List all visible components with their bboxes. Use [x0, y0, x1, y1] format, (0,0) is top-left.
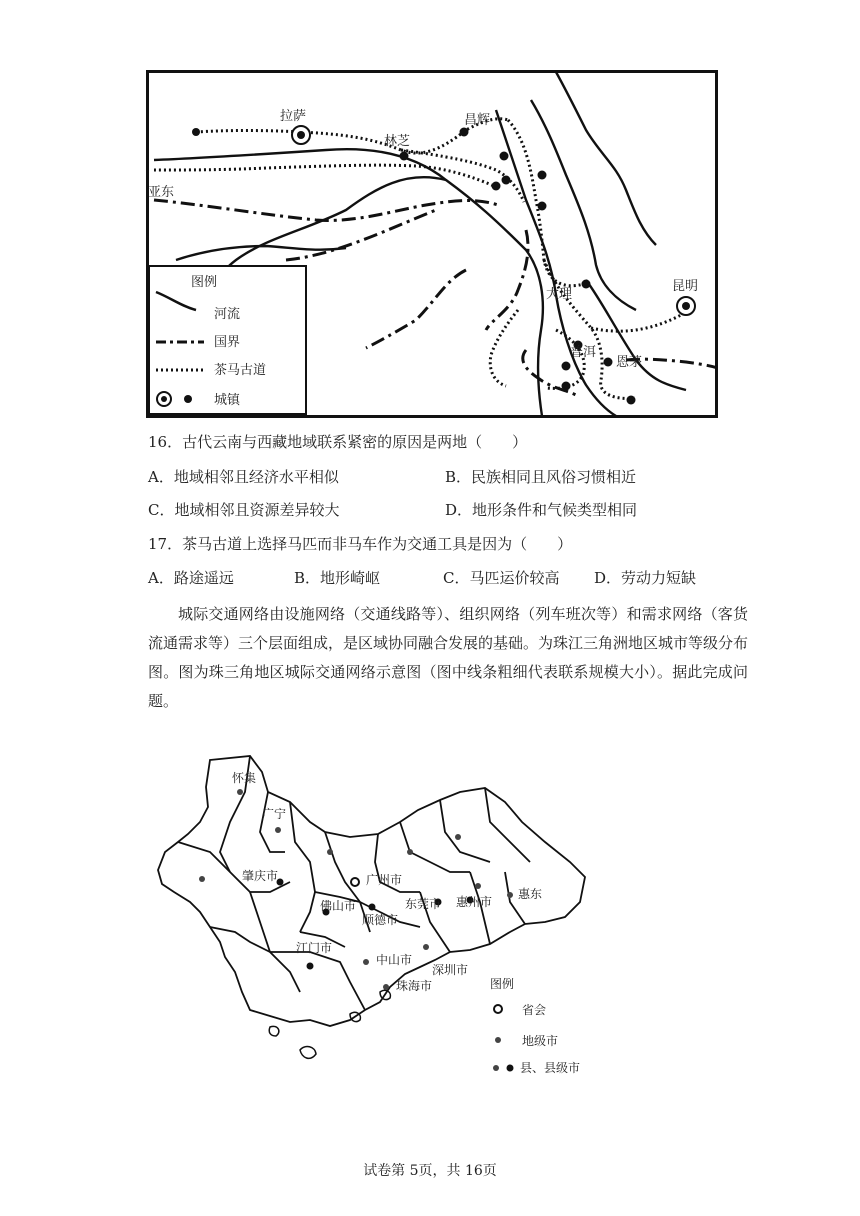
city-linzhi: 林芝 [384, 134, 411, 149]
city-foshan: 佛山市 [320, 899, 357, 913]
question-16-stem: 16．古代云南与西藏地域联系紧密的原因是两地（ ） [148, 433, 528, 451]
city-changhui: 昌辉 [464, 113, 491, 128]
tea-horse-road-map [146, 70, 718, 418]
passage-paragraph: 城际交通网络由设施网络（交通线路等）、组织网络（列车班次等）和需求网络（客货流通需求等）三个层面组成，是区域协同融合发展的基础。为珠江三角洲地区城市等级分布图。图为珠三角地区城际交通网络示意图（图中线条粗细代表联系规模大小）。据此完成问题。 [148, 605, 749, 710]
map1-legend [149, 266, 306, 414]
legend-prefecture-label: 地级市 [522, 1034, 559, 1048]
city-guangzhou: 广州市 [366, 873, 403, 887]
city-dongguan: 东莞市 [405, 897, 442, 911]
city-lasa: 拉萨 [280, 109, 307, 124]
question-16-option-c[interactable]: C．地域相邻且资源差异较大 [148, 501, 340, 519]
city-dali: 大理 [546, 287, 573, 302]
city-zhongshan: 中山市 [376, 953, 413, 967]
map2-legend-title: 图例 [490, 977, 515, 991]
question-17-option-b[interactable]: B．地形崎岖 [294, 569, 381, 587]
city-huidong: 惠东 [518, 887, 543, 901]
question-17-option-a[interactable]: A．路途遥远 [148, 569, 234, 587]
legend-border-label: 国界 [214, 335, 241, 350]
question-17-stem: 17．茶马古道上选择马匹而非马车作为交通工具是因为（ ） [148, 535, 573, 553]
city-enmao: 恩茅 [616, 355, 643, 370]
city-huizhou: 惠州市 [456, 895, 493, 909]
city-yadong: 亚东 [148, 185, 175, 200]
legend-county-label: 县、县级市 [520, 1061, 581, 1075]
city-kunming: 昆明 [672, 279, 699, 294]
legend-river-label: 河流 [214, 307, 241, 322]
city-shunde: 顺德市 [362, 913, 399, 927]
city-zhuhai: 珠海市 [396, 979, 433, 993]
page-footer: 试卷第 5页，共 16页 [363, 1163, 497, 1179]
city-zhaoqing: 肇庆市 [242, 869, 279, 883]
question-16-option-d[interactable]: D．地形条件和气候类型相同 [445, 501, 638, 519]
city-huaiji: 怀集 [232, 771, 257, 785]
legend-town-label: 城镇 [214, 393, 241, 408]
legend-tea-road-label: 茶马古道 [214, 363, 267, 378]
legend-capital-label: 省会 [522, 1003, 547, 1017]
pearl-river-delta-map [150, 752, 610, 1092]
map2-legend [490, 976, 580, 1075]
map2-city-dots [199, 789, 513, 990]
city-puer: 普洱 [570, 345, 597, 360]
question-16-option-b[interactable]: B．民族相同且风俗习惯相近 [445, 468, 637, 486]
question-16-option-a[interactable]: A．地域相邻且经济水平相似 [148, 468, 339, 486]
city-jiangmen: 江门市 [296, 941, 333, 955]
city-shenzhen: 深圳市 [432, 963, 469, 977]
question-17-option-d[interactable]: D．劳动力短缺 [594, 569, 697, 587]
islands [269, 990, 390, 1058]
legend-title: 图例 [191, 275, 218, 290]
question-17-option-c[interactable]: C．马匹运价较高 [443, 569, 560, 587]
city-guangning: 广宁 [262, 807, 287, 821]
